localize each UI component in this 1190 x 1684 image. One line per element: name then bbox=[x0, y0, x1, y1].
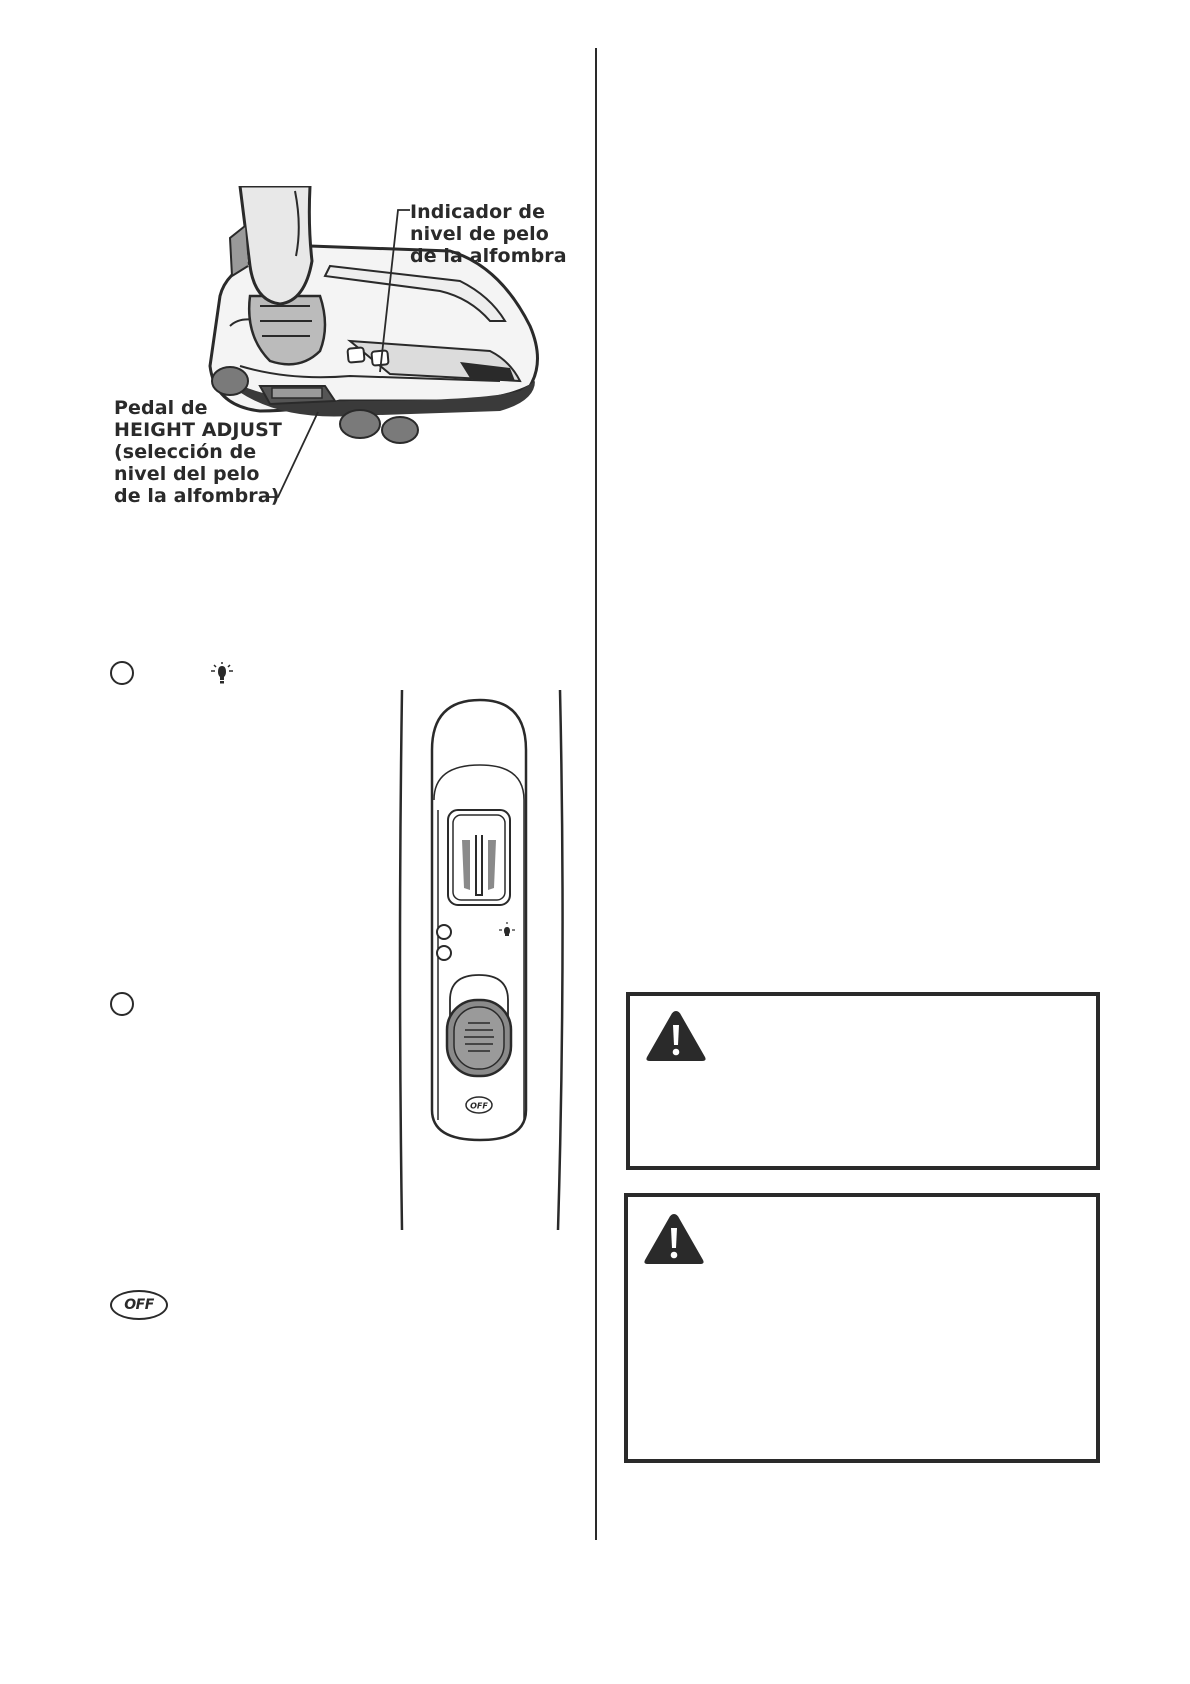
warning-box bbox=[626, 992, 1100, 1170]
warning-box bbox=[624, 1193, 1100, 1463]
warning-triangle-icon bbox=[642, 1211, 706, 1267]
circle-marker-icon bbox=[110, 992, 134, 1016]
column-divider bbox=[595, 48, 597, 1540]
handle-control-illustration bbox=[398, 690, 568, 1230]
handle-off-label: OFF bbox=[470, 1101, 488, 1111]
indicator-callout-label: Indicador de nivel de pelo de la alfombra bbox=[410, 201, 567, 267]
pedal-callout-label: Pedal de HEIGHT ADJUST (selección de nivel del pelo de la alfombra) bbox=[114, 397, 282, 507]
light-bulb-icon bbox=[208, 662, 236, 686]
warning-triangle-icon bbox=[644, 1008, 708, 1064]
off-badge-icon: OFF bbox=[110, 1290, 168, 1320]
circle-marker-icon bbox=[110, 661, 134, 685]
